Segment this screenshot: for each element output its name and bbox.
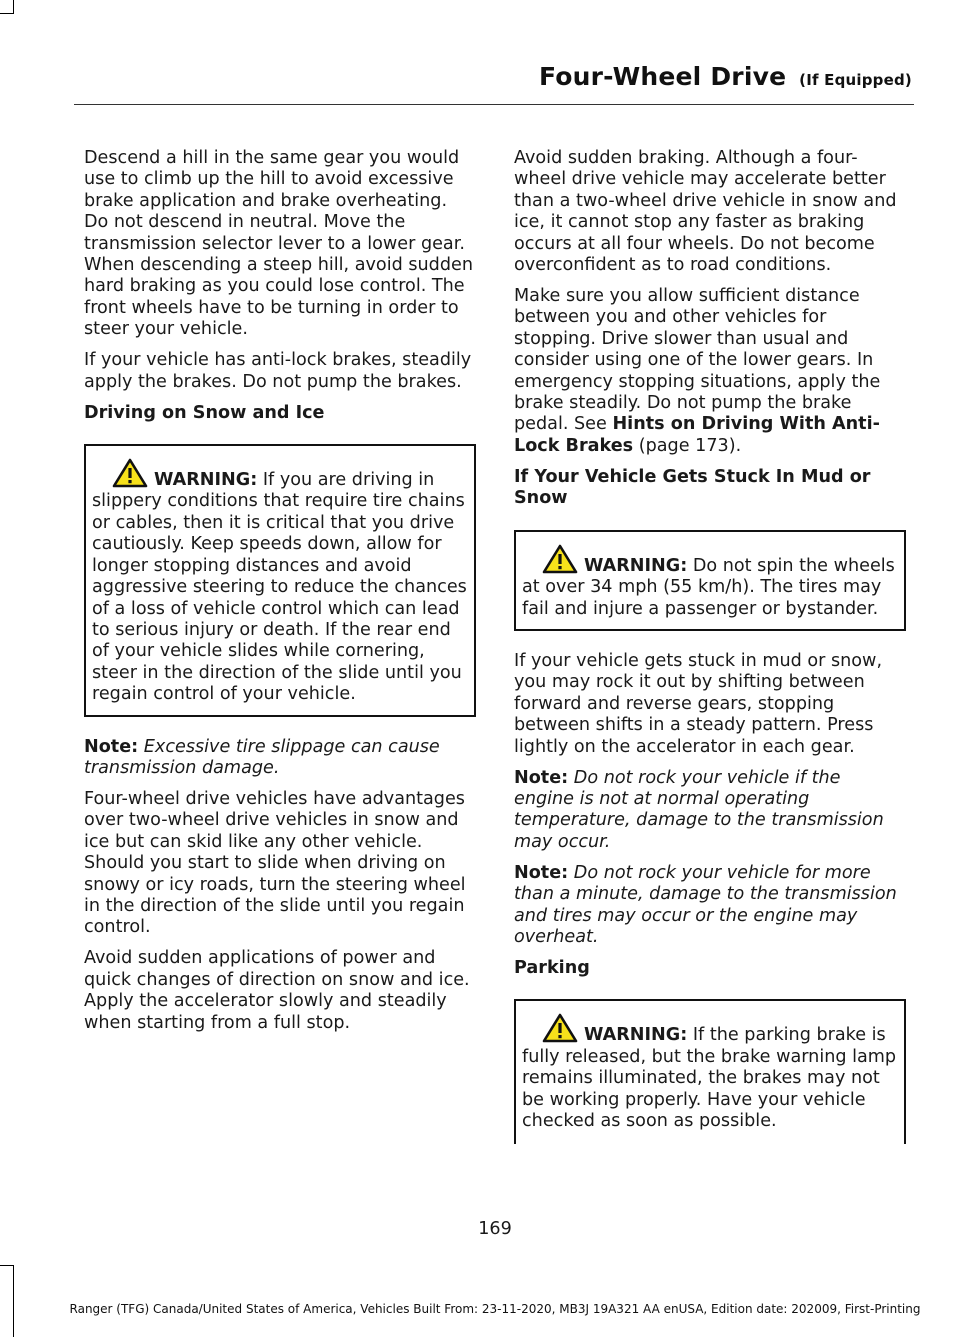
heading-snow-ice: Driving on Snow and Ice: [84, 402, 325, 423]
section-subtitle: (If Equipped): [799, 71, 912, 89]
paragraph-avoid-sudden-power: Avoid sudden applications of power and quick changes of direction on snow and ice. Apply the accelerator slowly and steadily when starting from a full stop.: [84, 948, 470, 1033]
right-column: [514, 148, 906, 1164]
page-reference: (page 173).: [633, 435, 742, 456]
crop-mark-bottom-left: [0, 1265, 14, 1337]
note-rock-duration: [514, 863, 906, 949]
note-tire-slippage: [84, 737, 476, 780]
paragraph-descend-hill: Descend a hill in the same gear you would use to climb up the hill to avoid excessive brake application and brake overheating. Do not descend in neutral. Move the transmission selector lever to a lower gear. When descending a steep hill, avoid sudden hard braking as you could lose control. The front wheels have to be turning in order to steer your vehicle.: [84, 148, 473, 340]
heading-parking: Parking: [514, 957, 590, 978]
note-text: Do not rock your vehicle for more than a minute, damage to the transmission and tires may occur or the engine may overheat.: [514, 862, 897, 947]
warning-label: WARNING:: [154, 470, 258, 491]
warning-box-snow-ice: [84, 444, 476, 716]
paragraph-text: Make sure you allow sufficient distance between you and other vehicles for stopping. Drive slower than usual and consider using one of the lower gears. In emergency stopping situations, apply the brake steadily. Do not pump the brake pedal. See: [514, 286, 881, 435]
page-header: [0, 62, 912, 91]
cross-reference-link[interactable]: Hints on Driving With Anti-Lock Brakes: [514, 414, 880, 456]
paragraph-avoid-sudden-braking: Avoid sudden braking. Although a four-wheel drive vehicle may accelerate better than a two-wheel drive vehicle in snow and ice, it cannot stop any faster as braking occurs at all four wheels. Do not become overconfident as to road conditions.: [514, 148, 897, 276]
left-column: [84, 148, 476, 1044]
note-text: Excessive tire slippage can cause transmission damage.: [84, 736, 440, 778]
crop-mark-top-left: [0, 0, 14, 14]
warning-label: WARNING:: [584, 555, 688, 576]
page-footer: Ranger (TFG) Canada/United States of America, Vehicles Built From: 23-11-2020, MB3J 19A321 AA enUSA, Edition date: 202009, First-Printing: [69, 1302, 921, 1316]
warning-triangle-icon: [542, 1013, 578, 1043]
note-label: Note:: [84, 736, 139, 757]
note-engine-temperature: [514, 768, 906, 854]
warning-label: WARNING:: [584, 1025, 688, 1046]
note-label: Note:: [514, 862, 569, 883]
paragraph-rock-vehicle: If your vehicle gets stuck in mud or snow, you may rock it out by shifting between forward and reverse gears, stopping between shifts in a steady pattern. Press lightly on the accelerator in each gear.: [514, 650, 883, 757]
warning-triangle-icon: [112, 458, 148, 488]
note-text: Do not rock your vehicle if the engine is not at normal operating temperature, damage to the transmission may occur.: [514, 767, 884, 852]
note-label: Note:: [514, 767, 569, 788]
page-number: 169: [478, 1219, 512, 1239]
warning-triangle-icon: [542, 544, 578, 574]
warning-text: Do not spin the wheels at over 34 mph (55 km/h). The tires may fail and injure a passenger or bystander.: [522, 555, 895, 619]
paragraph-anti-lock-brakes: If your vehicle has anti-lock brakes, steadily apply the brakes. Do not pump the brakes.: [84, 350, 472, 392]
warning-box-parking-brake: [514, 999, 906, 1144]
warning-text: If you are driving in slippery conditions that require tire chains or cables, then it is critical that you drive cautiously. Keep speeds down, allow for longer stopping distances and avoid aggressive steering to reduce the chances of a loss of vehicle control which can lead to serious injury or death. If the rear end of your vehicle slides while cornering, steer in the direction of the slide until you regain control of your vehicle.: [92, 470, 467, 705]
header-divider: [74, 104, 914, 105]
warning-box-spin-wheels: [514, 530, 906, 631]
warning-text: If the parking brake is fully released, but the brake warning lamp remains illuminated, the brakes may not be working properly. Have your vehicle checked as soon as possible.: [522, 1025, 897, 1131]
paragraph-four-wheel-advantages: Four-wheel drive vehicles have advantages over two-wheel drive vehicles in snow and ice but can skid like any other vehicle. Should you start to slide when driving on snowy or icy roads, turn the steering wheel in the direction of the slide until you regain control.: [84, 788, 466, 938]
heading-stuck-mud-snow: If Your Vehicle Gets Stuck In Mud or Snow: [514, 466, 871, 509]
section-title: Four-Wheel Drive: [538, 62, 787, 91]
paragraph-sufficient-distance: [514, 286, 906, 457]
